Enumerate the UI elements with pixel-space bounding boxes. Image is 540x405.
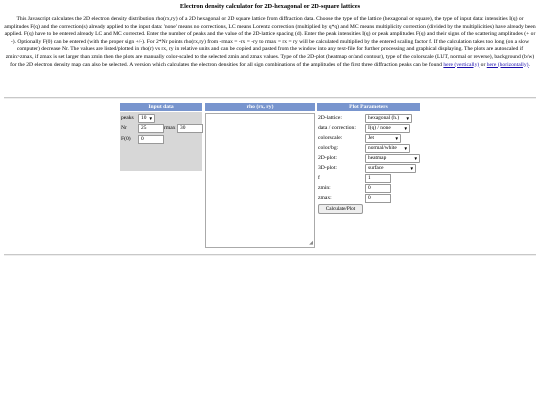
link-vertical[interactable]: here (vertically) [443,61,480,68]
nr-label: Nr [121,125,127,131]
plot3d-label: 3D-plot: [318,165,337,171]
nr-input[interactable]: 25 [138,124,164,133]
f0-input[interactable]: 0 [138,135,164,144]
zmax-input[interactable]: 0 [365,194,391,203]
chevron-down-icon: ▼ [394,136,399,141]
rho-header: rho (rx, ry) [205,103,315,111]
intro-end: . [528,61,530,68]
f0-label: F(0) [121,136,131,142]
input-data-header: Input data [120,103,202,111]
chevron-down-icon: ▼ [403,146,408,151]
colorscale-select[interactable] [365,134,401,143]
chevron-down-icon: ▼ [413,156,418,161]
zmax-label: zmax: [318,195,332,201]
zmin-label: zmin: [318,185,331,191]
plot2d-select[interactable] [365,154,420,163]
lattice-value: hexagonal (h.) [368,115,400,121]
rmax-label: rmax [164,125,176,131]
link-separator: or [480,61,486,68]
chevron-down-icon: ▼ [405,116,410,121]
colorbg-select[interactable] [365,144,410,153]
rho-output-textarea[interactable] [205,113,315,248]
data-correction-label: data / correction: [318,125,356,131]
f-input[interactable]: 1 [365,174,391,183]
peaks-label: peaks [121,115,134,121]
colorbg-value: normal/white [368,145,397,151]
link-horizontal[interactable]: here (horizontally) [486,61,529,68]
rmax-input[interactable]: 30 [177,124,203,133]
data-correction-value: I(q) / none [368,125,391,131]
calculate-plot-button[interactable]: Calculate/Plot [318,204,363,214]
colorscale-label: colorscale: [318,135,343,141]
intro-text [4,16,536,69]
data-correction-select[interactable] [365,124,410,133]
input-data-panel [120,112,202,171]
resize-grip-icon[interactable]: ◢ [309,241,313,246]
colorscale-value: Jet [368,135,374,141]
plot3d-select[interactable] [365,164,416,173]
plot3d-value: surface [368,165,384,171]
bottom-divider [4,254,536,256]
lattice-select[interactable] [365,114,412,123]
peaks-value: 10 [141,115,147,121]
chevron-down-icon: ▼ [409,166,414,171]
colorbg-label: color/bg: [318,145,339,151]
top-divider [4,97,536,99]
plot-parameters-header: Plot Parameters [317,103,420,111]
intro-paragraph: This Javascript calculates the 2D electron density distribution rho(rx,ry) of a 2D hexagonal or 2D square lattice from diffraction data. Choose the type of the lattice (hexagonal or square), the type of input data: intensities I(q) or amplitudes F(q) and the correction(s) already applied to the input data: 'none' means no corrections, LC means Lorentz correction (multiplied by q*q) and MC means multiplicity correction (divided by the multiplicities) have already been applied. F(q) have to be entered already LC and MC corrected. Enter the number of peaks and the value of the 2D-lattice spacing (d). Enter the peak intensities I(q) or peak amplitudes F(q) and their signs of the scattering amplitudes (+ or -). Optionally F(0) can be entered (with the proper sign +/-). For 2*Nr points rho(rx,ry) from -rmax = -rx = -ry to rmax = rx = ry will be calculated multiplied by the entered scaling factor f. If the calculation takes too long (on a slow computer) decrease Nr. The values are listed/plotted in rho(r) vs rx, ry in relative units and can be copied and pasted from the window into any text-file for further processing and graphical displaying. The plots are autoscaled if zmin>zmax, if zmax is set larger than zmin then the plots are manually color-scaled to the selected zmin and zmax values. Type of the 2D-plot (heatmap or/and contour), type of the colorscale (LUT, normal or reverse), background (b/w) for the 2D electron density map can also be selected. A version which calculates the electron densities for all sign combinations of the amplitudes of the first three diffraction peaks can be found [4,16,536,68]
peaks-select[interactable] [138,114,155,123]
chevron-down-icon: ▼ [148,116,153,121]
chevron-down-icon: ▼ [403,126,408,131]
lattice-label: 2D-lattice: [318,115,342,121]
plot2d-value: heatmap [368,155,387,161]
zmin-input[interactable]: 0 [365,184,391,193]
plot2d-label: 2D-plot: [318,155,337,161]
f-label: f [318,175,320,181]
page-title: Electron density calculator for 2D-hexagonal or 2D-square lattices [179,3,361,10]
